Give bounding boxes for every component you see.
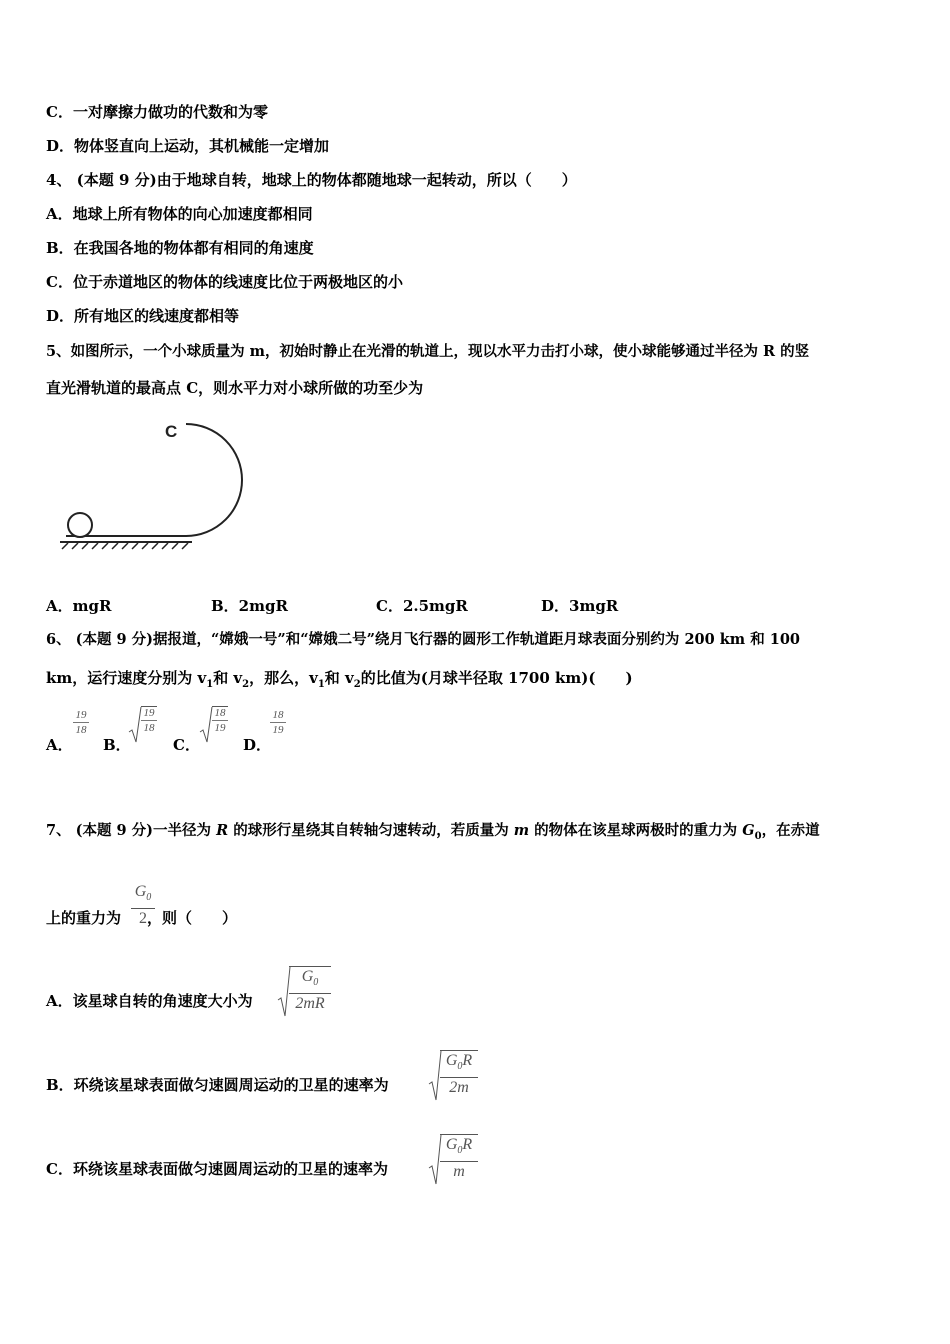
point-c-label: C bbox=[165, 422, 178, 441]
q6-option-c-fraction: 18 19 bbox=[212, 706, 228, 734]
q6-option-d: D． bbox=[243, 736, 272, 754]
q4-option-b: B．在我国各地的物体都有相同的角速度 bbox=[46, 239, 314, 257]
q4-stem: 4、 (本题 9 分)由于地球自转，地球上的物体都随地球一起转动，所以（ ） bbox=[46, 171, 577, 189]
q7-option-b-fraction: $G_0R$ 2m bbox=[440, 1050, 478, 1098]
q7-option-a-fraction: $G_0$ 2mR bbox=[289, 966, 331, 1014]
q5-stem-line2: 直光滑轨道的最高点 C，则水平力对小球所做的功至少为 bbox=[46, 379, 424, 397]
q3-option-d: D．物体竖直向上运动，其机械能一定增加 bbox=[46, 137, 330, 155]
q4-option-a: A．地球上所有物体的向心加速度都相同 bbox=[46, 205, 313, 223]
q6-option-a-fraction: 19 18 bbox=[73, 709, 89, 736]
q6-stem-line1: 6、 (本题 9 分)据报道，“嫦娥一号”和“嫦娥二号”绕月飞行器的圆形工作轨道距月球表面分别约为 200 km 和 100 bbox=[46, 631, 801, 648]
q7-option-a: A．该星球自转的角速度大小为 bbox=[46, 992, 253, 1010]
sqrt-sign-icon bbox=[128, 706, 142, 744]
q3-option-c: C．一对摩擦力做功的代数和为零 bbox=[46, 103, 268, 121]
q5-option-c: C．2.5mgR bbox=[376, 597, 468, 615]
q7-option-b: B．环绕该星球表面做匀速圆周运动的卫星的速率为 bbox=[46, 1076, 389, 1094]
g0-over-2-fraction: $G_0$ 2 bbox=[131, 882, 155, 929]
q6-option-a: A． bbox=[46, 736, 73, 754]
q5-stem-line1: 5、如图所示，一个小球质量为 m，初始时静止在光滑的轨道上，现以水平力击打小球，使小球能够通过半径为 R 的竖 bbox=[46, 343, 810, 360]
q7-stem-line2: 上的重力为 ，则（ ） bbox=[46, 909, 238, 927]
q6-stem-line2: km，运行速度分别为 $v_1$和 $v_2$，那么，$v_1$和 $v_2$的比值为(月球半径取 1700 km)( ) bbox=[46, 669, 633, 690]
track-diagram bbox=[56, 415, 256, 555]
q5-option-a: A．mgR bbox=[46, 597, 112, 615]
sqrt-sign-icon bbox=[199, 706, 213, 744]
q4-option-c: C．位于赤道地区的物体的线速度比位于两极地区的小 bbox=[46, 273, 403, 291]
q5-option-d: D．3mgR bbox=[541, 597, 619, 615]
q7-option-c: C．环绕该星球表面做匀速圆周运动的卫星的速率为 bbox=[46, 1160, 388, 1178]
q7-stem-line1: 7、 (本题 9 分)一半径为 R 的球形行星绕其自转轴匀速转动，若质量为 m 的物体在该星球两极时的重力为 $G_0$，在赤道 bbox=[46, 822, 820, 842]
q5-option-b: B．2mgR bbox=[211, 597, 288, 615]
q6-option-b: B． bbox=[103, 736, 131, 754]
q4-option-d: D．所有地区的线速度都相等 bbox=[46, 307, 240, 325]
q7-option-c-fraction: $G_0R$ m bbox=[440, 1134, 478, 1182]
q6-option-c: C． bbox=[173, 736, 200, 754]
q6-option-b-fraction: 19 18 bbox=[141, 706, 157, 734]
q6-option-d-fraction: 18 19 bbox=[270, 709, 286, 736]
